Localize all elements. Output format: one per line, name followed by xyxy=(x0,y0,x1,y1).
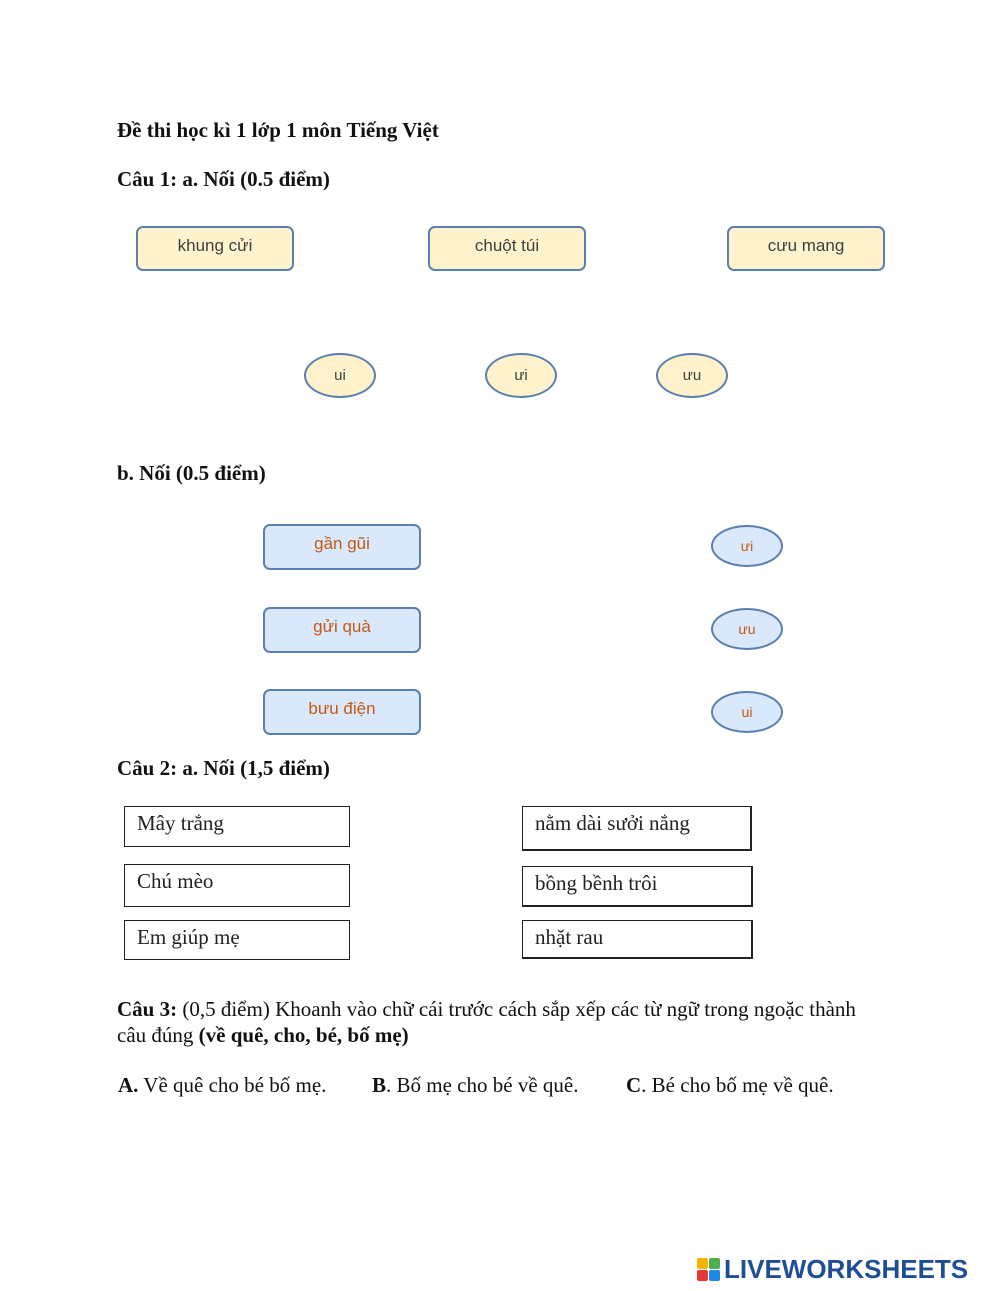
question-1b-heading: b. Nối (0.5 điểm) xyxy=(117,461,266,485)
q1a-word-box[interactable]: khung cửi xyxy=(136,226,294,271)
logo-text: LIVEWORKSHEETS xyxy=(724,1254,969,1284)
option-letter: B xyxy=(372,1073,387,1097)
q3-option-a[interactable] xyxy=(118,1072,326,1098)
q1a-rhyme-oval[interactable]: ưi xyxy=(485,353,557,398)
q2-left-phrase-box[interactable]: Mây trắng xyxy=(124,806,350,847)
q3-option-b[interactable] xyxy=(372,1072,578,1098)
question-1a-heading: Câu 1: a. Nối (0.5 điểm) xyxy=(117,167,330,191)
q2-left-phrase-box[interactable]: Em giúp mẹ xyxy=(124,920,350,960)
question-3-instruction: (0,5 điểm) Khoanh vào chữ cái trước cách sắp xếp các từ ngữ trong ngoặc thành câu đúng xyxy=(117,997,856,1047)
q2-right-phrase-box[interactable]: nhặt rau xyxy=(522,920,753,959)
liveworksheets-logo xyxy=(697,1254,968,1285)
option-letter: A. xyxy=(118,1073,139,1097)
question-3-label: Câu 3: xyxy=(117,997,178,1021)
q1b-rhyme-oval[interactable]: ưi xyxy=(711,525,783,567)
option-letter: C xyxy=(626,1073,642,1097)
question-2-heading: Câu 2: a. Nối (1,5 điểm) xyxy=(117,756,330,780)
q2-right-phrase-box[interactable]: bồng bềnh trôi xyxy=(522,866,753,907)
q3-option-c[interactable] xyxy=(626,1072,834,1098)
q1a-rhyme-oval[interactable]: ui xyxy=(304,353,376,398)
question-3-words: (về quê, cho, bé, bố mẹ) xyxy=(198,1023,409,1047)
q1b-word-box[interactable]: gửi quà xyxy=(263,607,421,653)
q1a-word-box[interactable]: cưu mang xyxy=(727,226,885,271)
option-text: Về quê cho bé bố mẹ. xyxy=(138,1073,327,1097)
q1b-word-box[interactable]: gần gũi xyxy=(263,524,421,570)
option-text: . Bé cho bố mẹ về quê. xyxy=(641,1073,834,1097)
q1a-rhyme-oval[interactable]: ưu xyxy=(656,353,728,398)
page-title: Đề thi học kì 1 lớp 1 môn Tiếng Việt xyxy=(117,118,439,142)
q1b-rhyme-oval[interactable]: ui xyxy=(711,691,783,733)
q1b-word-box[interactable]: bưu điện xyxy=(263,689,421,735)
question-3-text xyxy=(117,996,877,1048)
q2-right-phrase-box[interactable]: nằm dài sưởi nắng xyxy=(522,806,752,851)
q1a-word-box[interactable]: chuột túi xyxy=(428,226,586,271)
q2-left-phrase-box[interactable]: Chú mèo xyxy=(124,864,350,907)
logo-mark-icon xyxy=(697,1258,720,1281)
option-text: . Bố mẹ cho bé về quê. xyxy=(386,1073,579,1097)
q1b-rhyme-oval[interactable]: ưu xyxy=(711,608,783,650)
